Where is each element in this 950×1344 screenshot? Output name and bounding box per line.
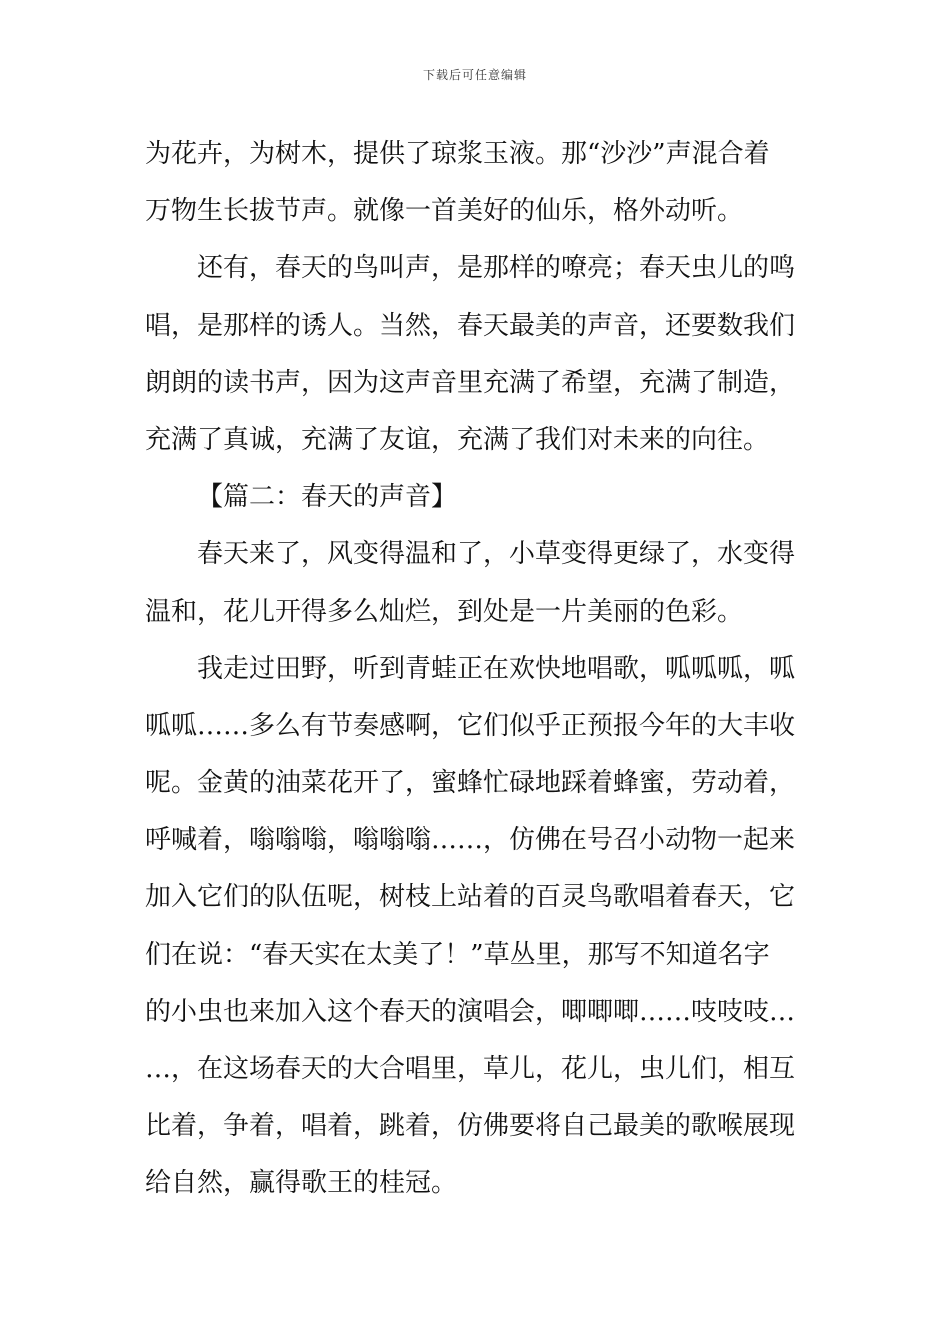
text-line: 我走过田野，听到青蛙正在欢快地唱歌，呱呱呱，呱 [197, 653, 796, 684]
text-line: 的小虫也来加入这个春天的演唱会，唧唧唧……吱吱吱… [145, 996, 796, 1027]
text-line: 充满了真诚，充满了友谊，充满了我们对未来的向往。 [145, 424, 770, 455]
text-line: 唱，是那样的诱人。当然，春天最美的声音，还要数我们 [145, 310, 796, 341]
text-line: 呱呱……多么有节奏感啊，它们似乎正预报今年的大丰收 [145, 710, 796, 741]
text-line: 比着，争着，唱着，跳着，仿佛要将自己最美的歌喉展现 [145, 1111, 796, 1142]
text-line: …，在这场春天的大合唱里，草儿，花儿，虫儿们，相互 [145, 1054, 796, 1084]
text-line: 还有，春天的鸟叫声，是那样的嘹亮；春天虫儿的鸣 [197, 253, 796, 284]
page-header: 下载后可任意编辑 [422, 68, 527, 82]
text-line: 为花卉，为树木，提供了琼浆玉液。那“沙沙”声混合着 [145, 139, 770, 169]
text-line: 朗朗的读书声，因为这声音里充满了希望，充满了制造， [145, 367, 796, 398]
text-line: 温和，花儿开得多么灿烂，到处是一片美丽的色彩。 [145, 596, 744, 627]
section-heading: 【篇二：春天的声音】 [197, 482, 458, 513]
text-line: 春天来了，风变得温和了，小草变得更绿了，水变得 [197, 539, 796, 570]
text-line: 给自然，赢得歌王的桂冠。 [145, 1168, 458, 1199]
body-text [145, 126, 805, 1213]
text-line: 加入它们的队伍呢，树枝上站着的百灵鸟歌唱着春天，它 [145, 882, 796, 913]
text-line: 们在说：“春天实在太美了！”草丛里，那写不知道名字 [145, 939, 770, 970]
text-line: 万物生长拔节声。就像一首美好的仙乐，格外动听。 [145, 196, 744, 227]
text-line: 呼喊着，嗡嗡嗡，嗡嗡嗡……，仿佛在号召小动物一起来 [145, 825, 796, 856]
text-line: 呢。金黄的油菜花开了，蜜蜂忙碌地踩着蜂蜜，劳动着， [145, 768, 796, 799]
